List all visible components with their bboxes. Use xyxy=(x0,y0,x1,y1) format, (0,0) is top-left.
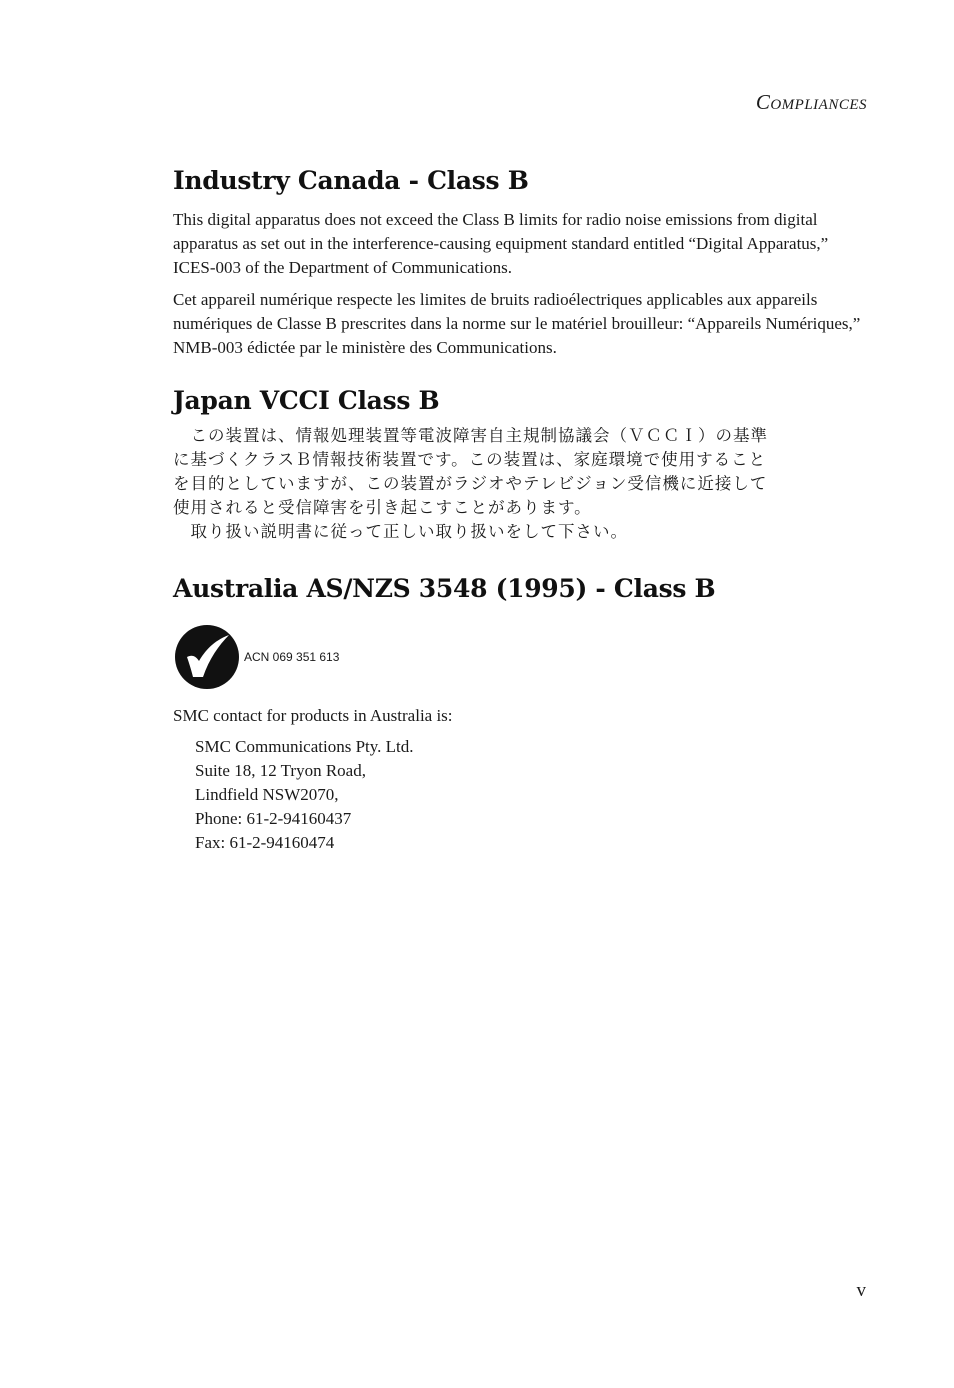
section-title-australia: Australia AS/NZS 3548 (1995) - Class B xyxy=(173,574,716,603)
japan-line: この装置は、情報処理装置等電波障害自主規制協議会（ＶＣＣＩ）の基準 xyxy=(173,426,768,445)
address-line: SMC Communications Pty. Ltd. xyxy=(195,737,414,756)
section-title-canada: Industry Canada - Class B xyxy=(173,166,529,195)
compliance-logo-row xyxy=(173,623,873,691)
contact-address xyxy=(195,735,873,855)
section-industry-canada xyxy=(173,166,873,360)
c-tick-icon xyxy=(173,623,241,691)
japan-line: 使用されると受信障害を引き起こすことがあります。 xyxy=(173,498,592,517)
running-header xyxy=(756,90,867,115)
address-line: Phone: 61-2-94160437 xyxy=(195,809,352,828)
acn-number: ACN 069 351 613 xyxy=(244,650,340,664)
header-rest: OMPLIANCES xyxy=(770,97,867,113)
page-content xyxy=(173,166,873,855)
address-line: Fax: 61-2-94160474 xyxy=(195,833,335,852)
address-line: Lindfield NSW2070, xyxy=(195,785,339,804)
section-title-japan: Japan VCCI Class B xyxy=(173,386,440,415)
section-japan-vcci xyxy=(173,386,873,544)
japan-line: に基づくクラスＢ情報技術装置です。この装置は、家庭環境で使用すること xyxy=(173,450,767,469)
japan-notice xyxy=(173,424,873,544)
canada-paragraph-english: This digital apparatus does not exceed the Class B limits for radio noise emissions from digital apparatus as set out in the interference-causing equipment standard entitled “Digital Apparatus,” ICES-003 of the Department of Communications. xyxy=(173,210,829,277)
japan-line: 取り扱い説明書に従って正しい取り扱いをして下さい。 xyxy=(173,522,628,541)
canada-paragraph-french: Cet appareil numérique respecte les limites de bruits radioélectriques applicables aux appareils numériques de Classe B prescrites dans la norme sur le matériel brouilleur: “Appareils Numériques,” NMB-003 édictée par le ministère des Communications. xyxy=(173,290,861,357)
header-initial: C xyxy=(755,90,771,114)
address-line: Suite 18, 12 Tryon Road, xyxy=(195,761,366,780)
page-number: v xyxy=(856,1280,866,1301)
contact-intro: SMC contact for products in Australia is: xyxy=(173,706,453,725)
japan-line: を目的としていますが、この装置がラジオやテレビジョン受信機に近接して xyxy=(173,474,768,493)
section-australia xyxy=(173,574,873,855)
